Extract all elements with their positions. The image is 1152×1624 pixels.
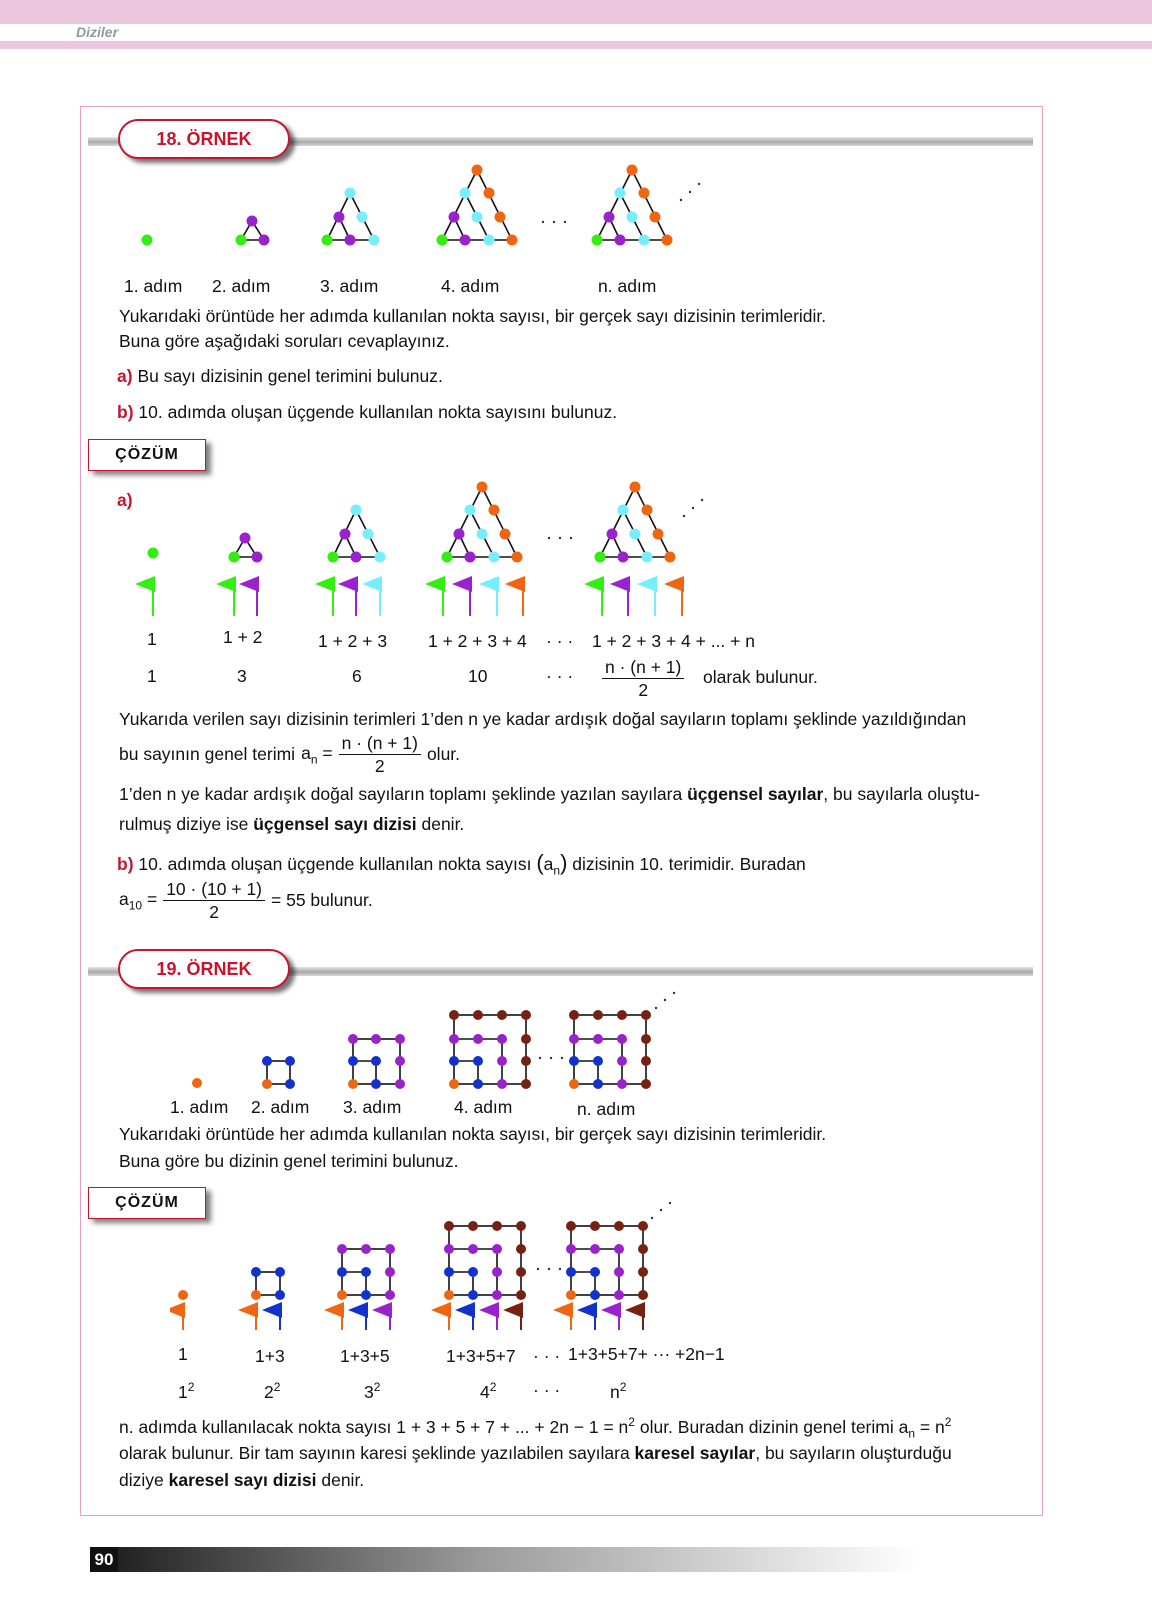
general-term-line: bu sayının genel terimi $a_n$ = $\frac{n \cdot (n + 1)}{2}$ olur.	[119, 733, 461, 776]
result-term: 10	[468, 666, 488, 686]
square-term: $2^2$	[264, 1380, 281, 1402]
paragraph: rulmuş diziye ise üçgensel sayı dizisi denir.	[119, 814, 465, 834]
conclusion-text: olarak bulunur. Bir tam sayının karesi şeklinde yazılabilen sayılara karesel sayılar, bu sayıların oluşturduğu	[119, 1443, 952, 1463]
step-label: n. adım	[577, 1099, 636, 1119]
ellipsis: · · ·	[546, 666, 574, 686]
stepn-triangle	[592, 165, 673, 246]
square-term: $4^2$	[480, 1380, 497, 1402]
sum-term: 1+3	[255, 1346, 285, 1366]
step2-triangle	[236, 216, 270, 246]
step-label: 4. adım	[454, 1097, 513, 1117]
arrows	[153, 584, 682, 616]
found-text: olarak bulunur.	[703, 667, 818, 687]
item-text: 10. adımda oluşan üçgende kullanılan nokta sayısını bulunuz.	[138, 402, 618, 422]
ellipsis: · · ·	[533, 1380, 561, 1400]
result-term: 3	[237, 666, 247, 686]
square-term: $n^2$	[610, 1380, 627, 1402]
example-18-title: 18. ÖRNEK	[118, 119, 290, 159]
ellipsis: · · ·	[533, 1346, 561, 1366]
paragraph: Yukarıda verilen sayı dizisinin terimleri 1’den n ye kadar ardışık doğal sayıların toplamı şeklinde yazıldığından	[119, 709, 967, 729]
solution-label: ÇÖZÜM	[88, 1187, 206, 1219]
result-term: 1	[147, 666, 157, 686]
item-text: Bu sayı dizisinin genel terimini bulunuz.	[137, 366, 443, 386]
sum-term: 1 + 2 + 3	[318, 631, 388, 651]
step-label: 3. adım	[343, 1097, 402, 1117]
conclusion-text: n. adımda kullanılacak nokta sayısı 1 + 3 + 5 + 7 + ... + $2n - 1 = n^2$ olur. Buradan dizinin genel terimi $a_n = n^2$	[119, 1415, 952, 1441]
item-label: a)	[117, 366, 133, 386]
step-label: 2. adım	[251, 1097, 310, 1117]
sum-term: 1+3+5+7+ ··· +2n−1	[568, 1344, 725, 1364]
header-band	[0, 0, 1152, 24]
page-number: 90	[90, 1547, 118, 1572]
result-term: 6	[352, 666, 362, 686]
example-19-title: 19. ÖRNEK	[118, 949, 290, 989]
conclusion-text: diziye karesel sayı dizisi denir.	[119, 1470, 365, 1490]
footer-gradient-bar	[118, 1547, 918, 1572]
step1-dot	[142, 235, 153, 246]
square-term: $1^2$	[178, 1380, 195, 1402]
sum-term: 1+3+5+7	[446, 1346, 516, 1366]
step-label: n. adım	[598, 276, 657, 296]
a10-computation: $a_{10}$ = $\frac{10 \cdot (10 + 1)}{2}$ = 55 bulunur.	[119, 879, 373, 922]
item-label: b)	[117, 402, 134, 422]
step-label: 1. adım	[124, 276, 183, 296]
triangle-pattern-figure	[120, 160, 720, 260]
step4-triangle	[437, 165, 518, 246]
step3-triangle	[322, 188, 380, 246]
square-term: $3^2$	[364, 1380, 381, 1402]
header-line	[0, 41, 1152, 49]
square-pattern-figure	[180, 990, 700, 1090]
sum-term: 1 + 2	[223, 627, 263, 647]
general-term-fraction: $\frac{n \cdot (n + 1)}{2}$	[602, 656, 684, 701]
paragraph: b) 10. adımda oluşan üçgende kullanılan nokta sayısı $(a_n)$ dizisinin 10. terimidir. Buradan	[117, 850, 806, 878]
step-label: 4. adım	[441, 276, 500, 296]
question-text: Yukarıdaki örüntüde her adımda kullanılan nokta sayısı, bir gerçek sayı dizisinin terimleridir.	[119, 306, 827, 326]
paragraph: 1’den n ye kadar ardışık doğal sayıların toplamı şeklinde yazılan sayılara üçgensel sayılar, bu sayılarla oluştu-	[119, 784, 980, 804]
sum-term: 1+3+5	[340, 1346, 390, 1366]
step-label: 1. adım	[170, 1097, 229, 1117]
question-text: Buna göre bu dizinin genel terimini bulunuz.	[119, 1151, 459, 1171]
sum-term: 1 + 2 + 3 + 4 + ... + n	[592, 631, 755, 651]
question-text: Buna göre aşağıdaki soruları cevaplayınız.	[119, 331, 450, 351]
step-label: 3. adım	[320, 276, 379, 296]
section-title: Diziler	[76, 24, 119, 40]
solution-part-label: a)	[117, 490, 133, 510]
square-solution-figure	[170, 1198, 700, 1338]
ellipsis: · · ·	[546, 631, 574, 651]
sum-term: 1	[147, 629, 157, 649]
step-label: 2. adım	[212, 276, 271, 296]
step1-dot	[148, 548, 159, 559]
sum-term: 1	[178, 1344, 188, 1364]
question-text: Yukarıdaki örüntüde her adımda kullanılan nokta sayısı, bir gerçek sayı dizisinin terimleridir.	[119, 1124, 827, 1144]
solution-label: ÇÖZÜM	[88, 439, 206, 471]
triangle-solution-figure	[120, 476, 720, 626]
sum-term: 1 + 2 + 3 + 4	[428, 631, 527, 651]
